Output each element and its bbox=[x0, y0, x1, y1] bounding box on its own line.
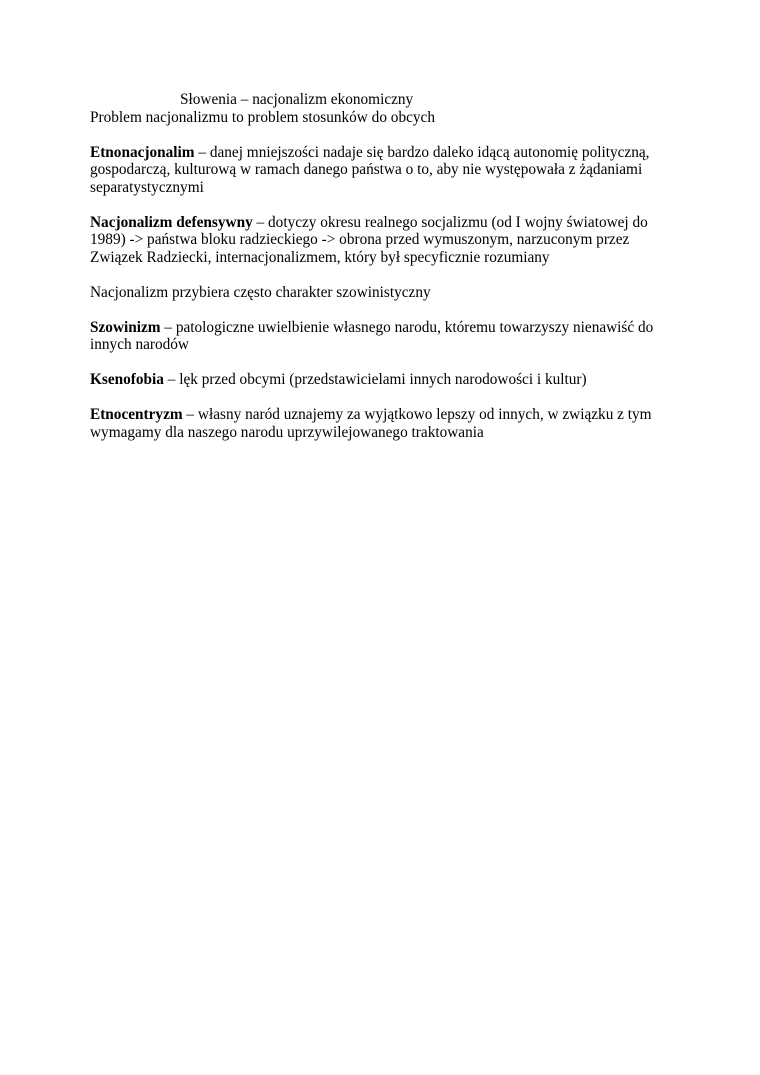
document-body bbox=[90, 91, 670, 441]
term-szowinizm: Szowinizm bbox=[90, 318, 161, 336]
intro-line: Problem nacjonalizmu to problem stosunków do obcych bbox=[90, 108, 435, 126]
document-title: Słowenia – nacjonalizm ekonomiczny bbox=[180, 91, 414, 108]
term-nacjonalizm-defensywny: Nacjonalizm defensywny bbox=[90, 213, 253, 231]
paragraph-szowinizm bbox=[90, 319, 670, 354]
definition-ksenofobia: – lęk przed obcymi (przedstawicielami innych narodowości i kultur) bbox=[163, 371, 587, 388]
paragraph-etnocentryzm bbox=[90, 406, 670, 441]
term-ksenofobia: Ksenofobia bbox=[90, 371, 164, 388]
paragraph-etnonacjonalizm bbox=[90, 144, 670, 197]
statement-nacjonalizm-szowinistyczny: Nacjonalizm przybiera często charakter szowinistyczny bbox=[90, 283, 431, 301]
definition-etnocentryzm: – własny naród uznajemy za wyjątkowo lepszy od innych, w związku z tym wymagamy dla naszego narodu uprzywilejowanego traktowania bbox=[90, 406, 652, 441]
paragraph-nacjonalizm-defensywny bbox=[90, 214, 670, 267]
definition-nacjonalizm-defensywny: – dotyczy okresu realnego socjalizmu (od I wojny światowej do 1989) -> państwa bloku radzieckiego -> obrona przed wymuszonym, narzuconym przez Związek Radziecki, internacjonalizmem, który był specyficznie rozumiany bbox=[90, 213, 648, 266]
term-etnocentryzm: Etnocentryzm bbox=[90, 406, 183, 423]
term-etnonacjonalizm: Etnonacjonalim bbox=[90, 143, 195, 161]
paragraph-ksenofobia bbox=[90, 371, 670, 389]
definition-etnonacjonalizm: – danej mniejszości nadaje się bardzo daleko idącą autonomię polityczną, gospodarczą, kulturową w ramach danego państwa o to, aby nie występowała z żądaniami separatystycznymi bbox=[90, 143, 650, 196]
paragraph-nacjonalizm-szowinistyczny bbox=[90, 284, 670, 302]
definition-szowinizm: – patologiczne uwielbienie własnego narodu, któremu towarzyszy nienawiść do innych narodów bbox=[90, 318, 654, 353]
